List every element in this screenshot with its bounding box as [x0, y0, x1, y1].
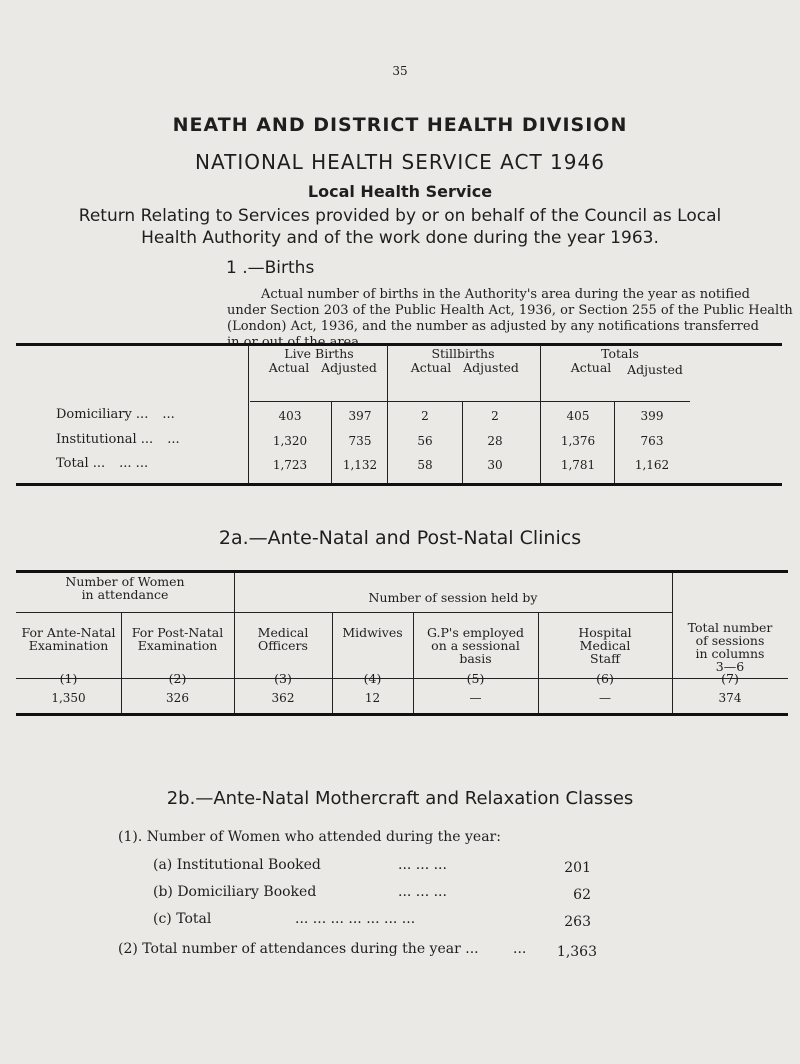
- table-cell: 1,781: [560, 458, 596, 472]
- col-header: Actual: [410, 360, 452, 375]
- clinics-col-number: (7): [721, 671, 739, 686]
- row-label-dots: ... ...: [119, 456, 149, 471]
- col-divider: [248, 345, 249, 483]
- clinics-col-number: (5): [466, 671, 485, 686]
- births-paragraph: [227, 287, 800, 351]
- births-line: under Section 203 of the Public Health Act, 1936, or Section 255 of the Public Health: [227, 303, 793, 318]
- header-rule: [387, 401, 540, 402]
- table-cell: 2: [491, 409, 499, 423]
- total-header: in columns: [695, 646, 765, 661]
- list-item-dots: ... ... ...: [398, 857, 447, 873]
- group-header: Live Births: [284, 346, 354, 361]
- clinics-bottom-rule: [16, 713, 788, 716]
- act-title: NATIONAL HEALTH SERVICE ACT 1946: [195, 150, 605, 174]
- clinics-value: 374: [718, 691, 742, 705]
- clinics-col-header: Staff: [590, 651, 620, 666]
- row-label-text: Total ...: [56, 456, 106, 471]
- col-header: Actual: [268, 360, 310, 375]
- clinics-col-header: on a sessional: [431, 638, 520, 653]
- table-cell: 1,376: [560, 434, 596, 448]
- page-number: 35: [392, 64, 408, 78]
- row-label-text: Institutional ...: [56, 432, 154, 447]
- list-item-value: 62: [573, 887, 591, 903]
- clinics-col-header: Examination: [137, 638, 218, 653]
- list-item-label: (a) Institutional Booked: [153, 857, 321, 873]
- col-divider: [614, 402, 615, 483]
- clinics-header-rule: [16, 612, 234, 613]
- list-item-dots: ... ... ... ... ... ... ...: [295, 911, 416, 927]
- group-header: Stillbirths: [431, 346, 495, 361]
- clinics-col-header: Officers: [258, 638, 308, 653]
- births-line: Actual number of births in the Authority's area during the year as notified: [261, 287, 751, 302]
- table-cell: 28: [487, 434, 503, 448]
- table-cell: 1,723: [272, 458, 308, 472]
- table-cell: 30: [487, 458, 503, 472]
- group-header: Totals: [601, 346, 639, 361]
- table-bottom-rule: [16, 483, 782, 486]
- table-cell: 763: [640, 434, 664, 448]
- clinics-col-header: For Post-Natal: [131, 625, 224, 640]
- table-cell: 58: [417, 458, 433, 472]
- question-2-dots: ...: [513, 941, 527, 957]
- table-cell: 1,132: [342, 458, 378, 472]
- table-cell: 403: [278, 409, 302, 423]
- clinics-col-number: (2): [168, 671, 187, 686]
- question-1: (1). Number of Women who attended during the year:: [118, 829, 501, 845]
- clinics-col-number: (4): [363, 671, 382, 686]
- table-cell: 735: [348, 434, 372, 448]
- total-header: Total number: [687, 620, 773, 635]
- list-item-label: (b) Domiciliary Booked: [153, 884, 317, 900]
- row-label-text: Domiciliary ...: [56, 407, 149, 422]
- table-cell: 2: [421, 409, 429, 423]
- clinics-value: 1,350: [51, 691, 86, 705]
- list-item-label: (c) Total: [153, 911, 212, 927]
- table-cell: 405: [566, 409, 590, 423]
- intro-line: Return Relating to Services provided by or on behalf of the Council as Local: [78, 206, 722, 226]
- row-label-dots: ...: [167, 432, 180, 447]
- col-header: Actual: [570, 360, 612, 375]
- row-label: [56, 456, 246, 471]
- total-header: 3—6: [715, 659, 745, 674]
- births-line: (London) Act, 1936, and the number as adjusted by any notifications transferred: [227, 319, 759, 334]
- question-2: (2) Total number of attendances during the year ...: [118, 941, 479, 957]
- row-label: [56, 432, 246, 447]
- table-cell: 56: [417, 434, 433, 448]
- clinics-heading: 2a.—Ante-Natal and Post-Natal Clinics: [218, 527, 582, 549]
- table-cell: 399: [640, 409, 664, 423]
- header-rule: [540, 401, 690, 402]
- col-divider: [540, 345, 541, 483]
- clinics-col-header: basis: [459, 651, 492, 666]
- intro-text: [0, 205, 800, 249]
- sessions-header: Number of session held by: [368, 590, 538, 605]
- clinics-value: 12: [364, 691, 381, 705]
- table-cell: 1,320: [272, 434, 308, 448]
- col-header: Adjusted: [627, 362, 683, 377]
- col-header: Adjusted: [321, 360, 377, 375]
- clinics-col-number: (1): [59, 671, 78, 686]
- list-item-dots: ... ... ...: [398, 884, 447, 900]
- clinics-col-number: (6): [596, 671, 614, 686]
- clinics-col-header: Hospital: [578, 625, 632, 640]
- table-cell: 397: [348, 409, 372, 423]
- births-heading: 1 .—Births: [226, 258, 315, 278]
- clinics-col-header: G.P's employed: [427, 625, 524, 640]
- clinics-col-header: Examination: [28, 638, 109, 653]
- clinics-value: 362: [271, 691, 295, 705]
- clinics-col-header: Medical: [579, 638, 631, 653]
- clinics-col-number: (3): [274, 671, 292, 686]
- clinics-header-rule: [234, 612, 672, 613]
- col-header: Adjusted: [463, 360, 519, 375]
- intro-line: Health Authority and of the work done during the year 1963.: [141, 228, 659, 248]
- list-item-value: 201: [564, 860, 591, 876]
- women-header: in attendance: [81, 587, 169, 602]
- clinics-value: —: [599, 691, 611, 705]
- clinics-col-header: Midwives: [342, 625, 403, 640]
- authority-heading: Local Health Service: [307, 182, 493, 201]
- clinics-value: —: [469, 691, 482, 705]
- row-label: [56, 407, 246, 422]
- table-cell: 1,162: [634, 458, 670, 472]
- question-2-value: 1,363: [556, 944, 597, 960]
- list-item-value: 263: [564, 914, 591, 930]
- clinics-col-header: For Ante-Natal: [21, 625, 116, 640]
- division-title: NEATH AND DISTRICT HEALTH DIVISION: [172, 114, 628, 136]
- header-rule: [250, 401, 387, 402]
- clinics-col-header: Medical: [257, 625, 309, 640]
- clinics-value: 326: [166, 691, 189, 705]
- total-header: of sessions: [695, 633, 765, 648]
- women-header: Number of Women: [65, 574, 185, 589]
- row-label-dots: ...: [162, 407, 175, 422]
- mothercraft-heading: 2b.—Ante-Natal Mothercraft and Relaxation Classes: [166, 788, 634, 809]
